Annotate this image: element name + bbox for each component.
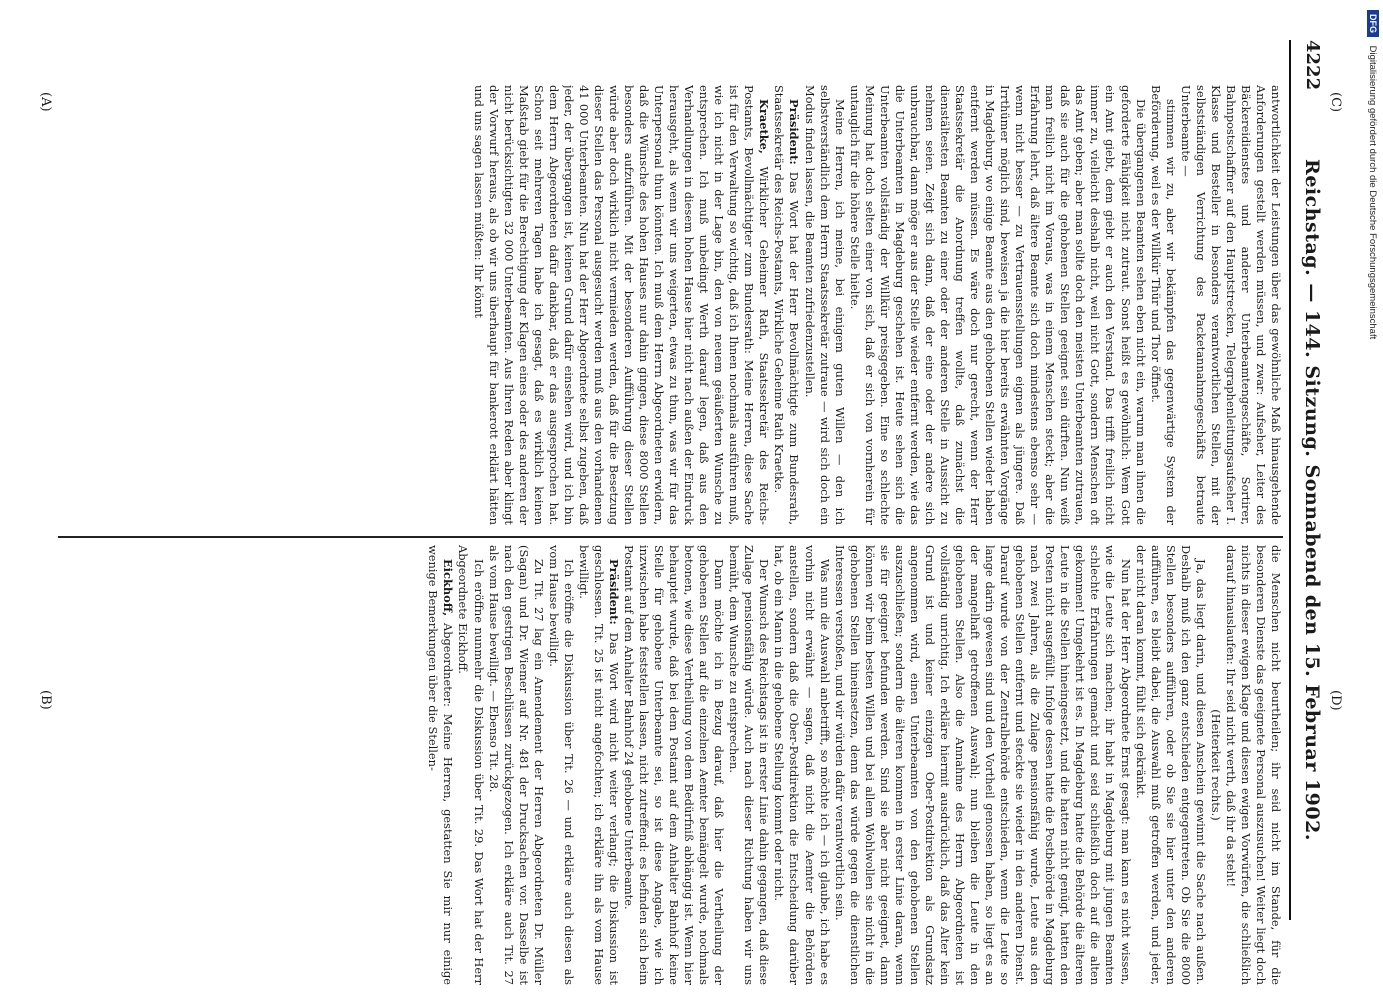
paragraph-text: Dann möchte ich in Bezug darauf, daß hier die Vertheilung der gehobenen Stellen auf die einzelnen Aemter bemängelt wurde, nochmals betonen, wie diese Vertheilung von dem Bedürfniß abhängig ist. Wenn hier behauptet wurde, daß bei dem Postamt auf dem Anhalter Bahnhof keine Stelle für gehobene Unterbeamte sei, so ist diese Angabe, wie ich inzwischen habe feststellen lassen, nicht zutreffend: es befinden sich beim Postamt auf dem Anhalter Bahnhof 24 gehobene Unterbeamte. xyxy=(621,545,727,985)
paragraph-text: Ja, das liegt darin, und diesen Anschein gewinnt die Sache nach außen. Deshalb muß ich den ganz entschieden entgegentreten. Ob Sie die 8000 Stellen besonders aufführen, oder ob Sie sie hier unter den anderen aufführen, es bleibt dabei, die Auswahl muß getroffen werden, und jeder, der nicht daran kommt, fühlt sich gekränkt. xyxy=(1133,545,1208,985)
paragraph xyxy=(1178,85,1283,525)
digitization-credit xyxy=(1361,10,1379,990)
dfg-logo: DFG xyxy=(1367,10,1379,37)
speaker-name: Eickhoff, xyxy=(441,559,456,617)
paragraph-text: Zu Tit. 27 lag ein Amendement der Herren Abgeordneten Dr. Müller (Sagan) und Dr. Wiemer auf Nr. 481 der Drucksachen vor. Dasselbe ist nach den gestrigen Beschlüssen zurückgezogen. Ich erkläre auch Tit. 27 als vom Hause bewilligt. — Ebenso Tit. 28. xyxy=(486,545,546,985)
paragraph xyxy=(455,545,485,985)
paragraph xyxy=(771,85,801,525)
paragraph-text: Ich eröffne nunmehr die Diskussion über Tit. 29. Das Wort hat der Herr Abgeordnete Eickhoff. xyxy=(456,545,486,985)
margin-marker-c: (C) xyxy=(1328,92,1343,113)
paragraph xyxy=(832,545,1133,985)
paragraph-text: (Heiterkeit rechts.) xyxy=(1208,709,1223,821)
paragraph-text: die Menschen nicht beurtheilen; ihr seid nicht im Stande, für die besonderen Dienste das geeignete Personal auszusuchen! Weiter liegt doch nichts in dieser ewigen Klage und diesen ewigen Vorwürfen, die schließlich darauf hinauslaufen: Ihr seid nicht werth, daß ihr da steht! xyxy=(1223,545,1283,985)
page-header xyxy=(1291,0,1323,960)
paragraph xyxy=(771,545,831,985)
paragraph xyxy=(425,545,455,985)
paragraph xyxy=(546,545,576,985)
paragraph xyxy=(847,85,1148,525)
paragraph xyxy=(621,545,726,985)
paragraph-text: Abgeordneter: Meine Herren, gestatten Sie mir nur einige wenige Bemerkungen über die Stellen- xyxy=(426,545,456,985)
page-number: 4222 xyxy=(1302,40,1323,91)
margin-marker-d: (D) xyxy=(1328,690,1343,711)
paragraph xyxy=(576,545,621,985)
paragraph-text: Das Wort wird nicht weiter verlangt; die Diskussion ist geschlossen. Tit. 25 ist nicht angefochten; ich erkläre ihn als vom Hause bewilligt. xyxy=(576,545,621,985)
right-column xyxy=(58,545,1283,985)
paragraph-text: Ich eröffne die Diskussion über Tit. 26 — und erkläre auch diesen als vom Hause bewilligt. xyxy=(546,545,576,985)
header-rule xyxy=(1289,40,1291,920)
paragraph-text: antwortlichkeit der Leistungen über das gewöhnliche Maß hinausgehende Anforderungen gestellt werden müssen, und zwar: Aufseher, Leiter des Bäckereidienstes und anderer Unterbeamtengeschäfte, Sortirer, Bahnpostschaffner auf den Hauptstrecken, Telegraphenleitungsaufseher I. Klasse und Besteller in besonders verantwortlichen Stellen, mit der selbstständigen Verrichtung des Packetannahmegeschäfts betraute Unterbeamte — xyxy=(1178,85,1283,525)
paragraph xyxy=(470,85,771,525)
paragraph xyxy=(1208,545,1223,985)
paragraph-text: Wirklicher Geheimer Rath, Staatssekretär des Reichs-Postamts, Bevollmächtigter zum Bundesrath: Meine Herren, diese Sache ist für den Verwaltung so wichtig, daß ich Ihnen nochmals ausführen muß, wie ich nicht in der Lage bin, den von neuem geäußerten Wunsche zu entsprechen. Ich muß unbedingt Werth darauf legen, daß aus den Verhandlungen in diesem hohen Hause hier nicht nach außen der Eindruck herausgeht, als wenn wir uns weigerten, etwas zu thun, was wir für das Unterpersonal thun könnten. Ich muß dem Herrn Abgeordneten erwidern, daß die Wünsche des hohen Hauses nur dahin gingen, diese 8000 Stellen besonders aufzuführen. Mit der besonderen Aufführung dieser Stellen würde aber doch wirklich nicht vermieden werden, daß für die Besetzung dieser Stellen das Personal ausgesucht werden muß aus den vorhandenen 41 000 Unterbeamten. Nun hat der Herr Abgeordnete selbst zugeben, daß jeder, der übergangen ist, keinen Grund dafür einsehen wird, und ich bin dem Herrn Abgeordneten dafür dankbar, daß er das ausgesprochen hat. Schon seit mehreren Tagen habe ich gesagt, daß es wirklich keinen Maßstab giebt für die Berechtigung der Klagen eines oder des anderen der nicht berücksichtigten 32 000 Unterbeamten. Aus Ihren Reden aber klingt der Vorwurf heraus, als ob wir uns überhaupt für bankerott erklärt hätten und uns sagen lassen müßten: Ihr könnt xyxy=(471,85,772,525)
credit-text: Digitalisierung gefördert durch die Deutsche Forschungsgemeinschaft xyxy=(1367,45,1378,340)
paragraph-text: Nun hat der Herr Abgeordnete Ernst gesagt: man kann es nicht wissen, wie die Leute sich machen; ihr habt in Magdeburg mit jungen Beamten schlechte Erfahrungen gemacht und seid schließlich doch auf die alten gekommen! Umgekehrt ist es. In Magdeburg hatte die Behörde die älteren Leute in die Stellen hineingesetzt, und die hatten nicht genügt, hatten den Posten nicht ausgefüllt. Infolge dessen hatte die Postbehörde in Magdeburg nach zwei Jahren, als die Zulage pensionsfähig wurde, Leute aus den gehobenen Stellen entfernt und steckte sie wieder in den anderen Dienst. Darauf wurde von der Zentralbehörde entschieden, wenn die Leute so lange darin gewesen sind und den Vortheil genossen haben, so liegt es an der mangelhaft getroffenen Auswahl; nun bleiben die Leute in den gehobenen Stellen. Also die Annahme des Herrn Abgeordneten ist vollständig unrichtig. Ich erkläre hiermit ausdrücklich, daß das Alter kein Grund ist und keiner einzigen Ober-Postdirektion als Grundsatz angenommen wird, einen Unterbeamten von den gehobenen Stellen auszuschließen; sondern die älteren kommen in erster Linie daran, wenn sie für geeignet befunden werden. Sind sie aber nicht geeignet, dann können wir beim besten Willen und bei allem Wohlwollen sie nicht in die gehobenen Stellen hineinsetzen, denn das würde gegen die dienstlichen Interessen verstoßen, und wir würden dafür verantwortlich sein. xyxy=(832,545,1133,985)
page-title: Reichstag. — 144. Sitzung. Sonnabend den 15. Februar 1902. xyxy=(1301,159,1323,841)
left-column xyxy=(58,85,1283,525)
paragraph-text: Meine Herren, ich meine, bei einigem guten Willen — den ich selbstverständlich dem Herrn Staatssekretär zutraue — wird sich doch ein Modus finden lassen, die Beamten zufriedenzustellen. xyxy=(802,85,847,525)
paragraph xyxy=(1148,85,1178,525)
paragraph-text: Der Wunsch des Reichstags ist in erster Linie dahin gegangen, daß diese Zulage pensionsfähig würde. Auch nach dieser Richtung haben wir uns bemüht, dem Wunsche zu entsprechen. xyxy=(727,545,772,985)
paragraph-text: Die übergangenen Beamten sehen eben nicht ein, warum man ihnen die geforderte Fähigkeit nicht zutraut. Sonst heißt es gewöhnlich: Wem Gott ein Amt giebt, dem giebt er auch den Verstand. Das trifft freilich nicht immer zu, vielleicht deshalb nicht, weil nicht Gott, sondern Menschen oft das Amt geben; aber man sollte doch den meisten Unterbeamten zutrauen, daß sie auch für die gehobenen Stellen geeignet sein dürften. Nun weiß man freilich nicht im Voraus, was in einem Menschen steckt; aber die Erfahrung lehrt, daß ältere Beamte sich doch mindestens ebenso sehr — wenn nicht besser — zu Vertrauensstellungen eignen als jüngere. Daß Irrthümer möglich sind, beweisen ja die hier bereits erwähnten Vorgänge in Magdeburg, wo einige Beamte aus den gehobenen Stellen wieder haben entfernt werden müssen. Es wäre doch nur gerecht, wenn der Herr Staatssekretär die Anordnung treffen wollte, daß zunächst die dienstältesten Beamten zu einer oder der anderen Stelle in Aussicht zu nehmen seien. Zeigt sich dann, daß der eine oder der andere sich unbrauchbar, dann möge er aus der Stelle wieder entfernt werden, wie das die Unterbeamten in Magdeburg geschehen ist. Heute sehen sich die Unterbeamten vollständig der Willkür preisgegeben. Eine so schlechte Meinung hat doch selten einer von sich, daß er sich von vornherein für untauglich für die höhere Stelle hielte. xyxy=(847,85,1148,525)
paragraph xyxy=(802,85,847,525)
speaker-name: Kraetke, xyxy=(757,99,772,154)
paragraph xyxy=(1133,545,1208,985)
speaker-name: Präsident: xyxy=(606,559,621,625)
margin-marker-b: (B) xyxy=(38,690,53,710)
speaker-name: Präsident: xyxy=(787,99,802,165)
paragraph xyxy=(726,545,771,985)
column-divider xyxy=(58,536,1283,538)
margin-marker-a: (A) xyxy=(38,92,53,112)
paragraph-text: stimmen wir zu, aber wir bekämpfen das gegenwärtige System der Beförderung, weil es der Willkür Thür und Thor öffnet. xyxy=(1148,85,1178,525)
paragraph xyxy=(1223,545,1283,985)
paragraph-text: Das Wort hat der Herr Bevollmächtigte zum Bundesrath, Staatssekretär des Reichs-Postamts, Wirkliche Geheime Rath Kraetke. xyxy=(772,85,802,525)
paragraph xyxy=(486,545,546,985)
paragraph-text: Was nun die Auswahl anbetrifft, so möchte ich — ich glaube, ich habe es vorhin nicht erwähnt — sagen, daß nicht die Aemter die Behörden anstellen, sondern daß die Ober-Postdirektion die Entscheidung darüber hat, ob ein Mann in die gehobene Stellung kommt oder nicht. xyxy=(772,545,832,985)
